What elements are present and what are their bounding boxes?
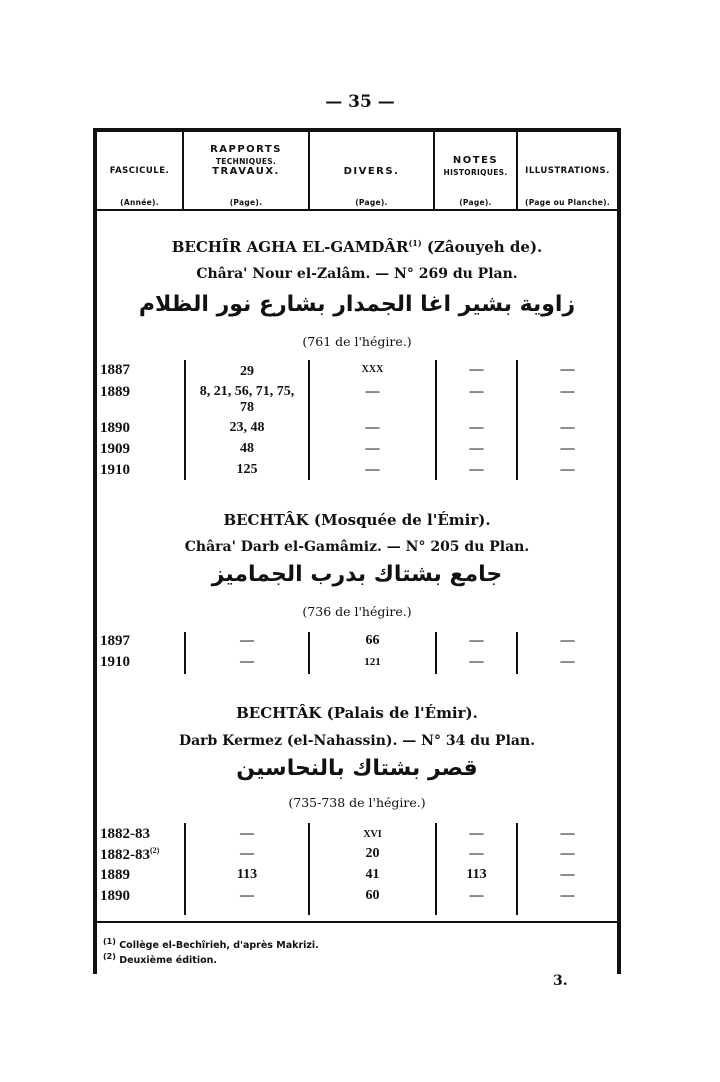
- footnote-mark: (1): [103, 937, 116, 946]
- section-type: (Palais de l'Émir).: [326, 704, 478, 722]
- footnote: [103, 952, 217, 966]
- section-type: (Mosquée de l'Émir).: [313, 511, 491, 529]
- section-name: BECHÎR AGHA EL-GAMDÂR: [171, 238, 409, 256]
- row-notes: —: [469, 826, 484, 841]
- table-top-rule: [93, 128, 621, 132]
- header-rapports-line3: TRAVAUX.: [212, 165, 280, 177]
- row-rapports: —: [240, 633, 254, 648]
- row-illustrations: —: [560, 384, 575, 399]
- section-name: BECHTÂK: [236, 704, 322, 722]
- row-notes: —: [469, 888, 484, 903]
- row-notes: —: [469, 462, 484, 477]
- row-rapports: 48: [240, 441, 254, 456]
- row-divers: 121: [364, 656, 381, 668]
- row-divers: —: [365, 441, 380, 456]
- header-fascicule-title: FASCICULE.: [109, 166, 170, 176]
- row-year: 1889: [100, 384, 130, 400]
- header-notes-line1: NOTES: [452, 155, 499, 166]
- row-illustrations: —: [560, 441, 575, 456]
- row-notes: —: [469, 384, 484, 399]
- row-year: 1890: [100, 420, 130, 436]
- row-illustrations: —: [560, 826, 575, 841]
- header-rapports-unit: (Page).: [229, 198, 263, 207]
- row-year: 1890: [100, 888, 130, 904]
- header-rapports-line1: RAPPORTS: [210, 144, 282, 155]
- row-year: 1909: [100, 441, 130, 457]
- row-notes: —: [469, 633, 484, 648]
- header-illustrations: [518, 166, 617, 177]
- section-title: [93, 704, 621, 722]
- row-year: 1910: [100, 654, 130, 670]
- row-year: 1910: [100, 462, 130, 478]
- header-divers: [310, 166, 433, 179]
- header-divers-title: DIVERS.: [343, 166, 400, 177]
- row-notes: —: [469, 420, 484, 435]
- row-rapports: 113: [236, 867, 258, 882]
- header-illustrations-title: ILLUSTRATIONS.: [525, 166, 610, 176]
- section-arabic-title: جامع بشتاك بدرب الجماميز: [211, 562, 503, 587]
- section-type: (Zâouyeh de).: [426, 238, 543, 256]
- row-divers: 20: [365, 846, 380, 861]
- row-illustrations: —: [560, 867, 575, 882]
- section-hegire: (761 de l'hégire.): [302, 334, 412, 349]
- header-rapports-line2: TECHNIQUES.: [215, 156, 277, 166]
- row-divers: —: [365, 462, 380, 477]
- row-notes: —: [469, 362, 484, 377]
- row-divers: 41: [365, 867, 380, 882]
- row-illustrations: —: [560, 462, 575, 477]
- section-street: Châra' Darb el-Gamâmiz. — N° 205 du Plan.: [184, 539, 530, 555]
- footnote-text: Deuxième édition.: [119, 955, 217, 967]
- section-street: Châra' Nour el-Zalâm. — N° 269 du Plan.: [196, 266, 518, 282]
- section-hegire: (736 de l'hégire.): [302, 604, 412, 619]
- row-illustrations: —: [560, 420, 575, 435]
- row-year: 1897: [100, 633, 130, 649]
- row-divers: —: [365, 420, 380, 435]
- row-divers: XXX: [361, 364, 384, 375]
- row-illustrations: —: [560, 362, 575, 377]
- row-divers: 60: [365, 888, 380, 903]
- row-notes: —: [469, 846, 484, 861]
- row-year: [100, 846, 180, 864]
- row-rapports: 8, 21, 56, 71, 75,: [199, 384, 295, 399]
- row-divers: 66: [365, 633, 380, 648]
- footnote: [103, 937, 319, 951]
- row-rapports: 23, 48: [229, 420, 265, 435]
- header-notes: [435, 155, 516, 177]
- signature-mark: 3.: [553, 973, 568, 989]
- section-arabic-title: زاوية بشير اغا الجمدار بشارع نور الظلام: [138, 292, 576, 317]
- header-notes-line2: HISTORIQUES.: [443, 167, 508, 177]
- section-street: Darb Kermez (el-Nahassin). — N° 34 du Plan.: [178, 733, 536, 749]
- header-fascicule: [97, 166, 182, 177]
- row-year: 1882-83: [100, 826, 150, 842]
- row-divers: —: [365, 384, 380, 399]
- row-notes: —: [469, 441, 484, 456]
- row-illustrations: —: [560, 846, 575, 861]
- footnote-text: Collège el-Bechîrieh, d'après Makrizi.: [119, 940, 319, 952]
- section-title: [93, 238, 621, 256]
- row-illustrations: —: [560, 654, 575, 669]
- header-bottom-rule: [93, 209, 621, 211]
- row-rapports-continued: 78: [240, 400, 254, 415]
- section-name: BECHTÂK: [223, 511, 309, 529]
- footnote-ref: (1): [408, 238, 422, 248]
- row-divers: XVI: [363, 829, 382, 840]
- header-fascicule-unit: (Année).: [120, 198, 159, 207]
- row-rapports: —: [240, 654, 254, 669]
- header-divers-unit: (Page).: [355, 198, 388, 207]
- row-rapports: —: [240, 846, 254, 861]
- row-notes: 113: [466, 867, 487, 882]
- row-notes: —: [469, 654, 484, 669]
- row-year: 1887: [100, 362, 130, 378]
- row-rapports: 29: [240, 364, 254, 379]
- row-rapports: —: [240, 888, 254, 903]
- section-title: [93, 511, 621, 529]
- row-year-value: 1882-83: [100, 847, 150, 863]
- row-rapports: —: [240, 826, 254, 841]
- row-illustrations: —: [560, 633, 575, 648]
- row-rapports: 125: [236, 462, 258, 477]
- header-illustrations-unit: (Page ou Planche).: [525, 198, 610, 207]
- page-number: — 35 —: [325, 92, 395, 112]
- footnote-rule: [93, 921, 621, 923]
- row-illustrations: —: [560, 888, 575, 903]
- section-arabic-title: قصر بشتاك بالنحاسين: [236, 756, 478, 781]
- header-rapports: [184, 144, 308, 178]
- footnote-ref: (2): [150, 846, 160, 855]
- footnote-mark: (2): [103, 952, 116, 961]
- row-year: 1889: [100, 867, 130, 883]
- section-hegire: (735-738 de l'hégire.): [288, 795, 426, 810]
- header-notes-unit: (Page).: [459, 198, 492, 207]
